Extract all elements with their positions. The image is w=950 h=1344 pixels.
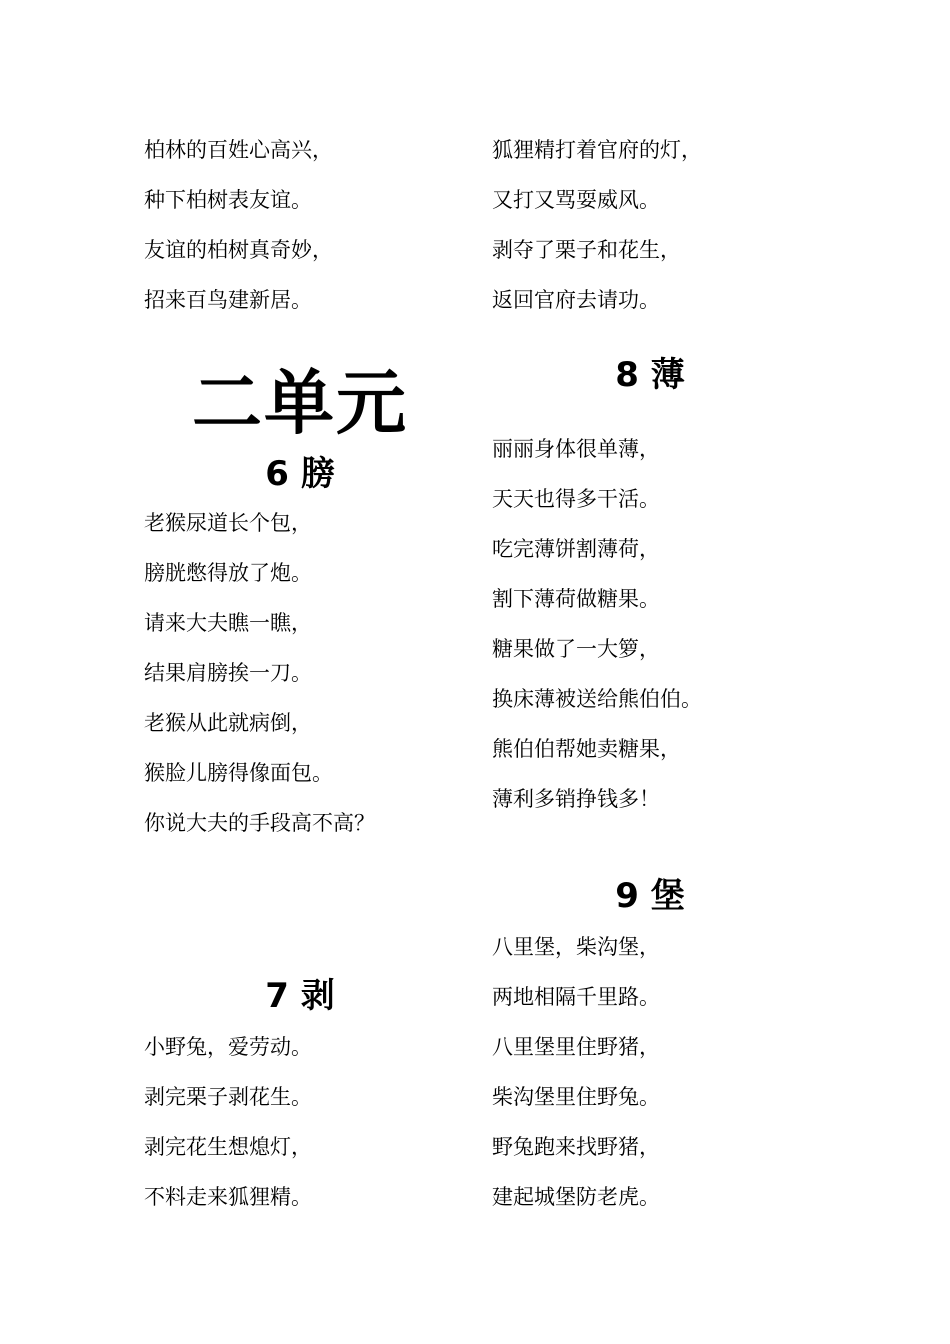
poem-line: 老猴从此就病倒， (144, 711, 312, 735)
poem-line: 请来大夫瞧一瞧， (144, 611, 312, 635)
poem-line: 又打又骂耍威风。 (492, 188, 660, 212)
section-heading: 7 剥 (265, 976, 335, 1016)
section-heading: 8 薄 (615, 355, 685, 395)
poem-line: 剥夺了栗子和花生， (492, 238, 681, 262)
poem-line: 返回官府去请功。 (492, 288, 660, 312)
poem-line: 狐狸精打着官府的灯， (492, 138, 702, 162)
poem-line: 小野兔，爱劳动。 (144, 1035, 312, 1059)
poem-line: 糖果做了一大箩， (492, 637, 660, 661)
poem-line: 吃完薄饼割薄荷， (492, 537, 660, 561)
poem-line: 你说大夫的手段高不高？ (144, 811, 375, 835)
poem-line: 丽丽身体很单薄， (492, 437, 660, 461)
poem-line: 八里堡里住野猪， (492, 1035, 660, 1059)
poem-line: 两地相隔千里路。 (492, 985, 660, 1009)
poem-line: 剥完栗子剥花生。 (144, 1085, 312, 1109)
poem-line: 建起城堡防老虎。 (492, 1185, 660, 1209)
poem-line: 换床薄被送给熊伯伯。 (492, 687, 702, 711)
poem-line: 割下薄荷做糖果。 (492, 587, 660, 611)
section-heading: 6 膀 (265, 454, 335, 494)
poem-line: 结果肩膀挨一刀。 (144, 661, 312, 685)
poem-line: 友谊的柏树真奇妙， (144, 238, 333, 262)
poem-line: 不料走来狐狸精。 (144, 1185, 312, 1209)
poem-line: 天天也得多干活。 (492, 487, 660, 511)
poem-line: 剥完花生想熄灯， (144, 1135, 312, 1159)
poem-line: 柏林的百姓心高兴， (144, 138, 333, 162)
poem-line: 薄利多销挣钱多！ (492, 787, 660, 811)
poem-line: 柴沟堡里住野兔。 (492, 1085, 660, 1109)
poem-line: 猴脸儿膀得像面包。 (144, 761, 333, 785)
section-heading: 9 堡 (615, 876, 685, 916)
poem-line: 野兔跑来找野猪， (492, 1135, 660, 1159)
poem-line: 种下柏树表友谊。 (144, 188, 312, 212)
poem-line: 招来百鸟建新居。 (144, 288, 312, 312)
poem-line: 膀胱憋得放了炮。 (144, 561, 312, 585)
poem-line: 熊伯伯帮她卖糖果， (492, 737, 681, 761)
poem-line: 老猴尿道长个包， (144, 511, 312, 535)
unit-title: 二单元 (192, 362, 408, 444)
poem-line: 八里堡，柴沟堡， (492, 935, 660, 959)
